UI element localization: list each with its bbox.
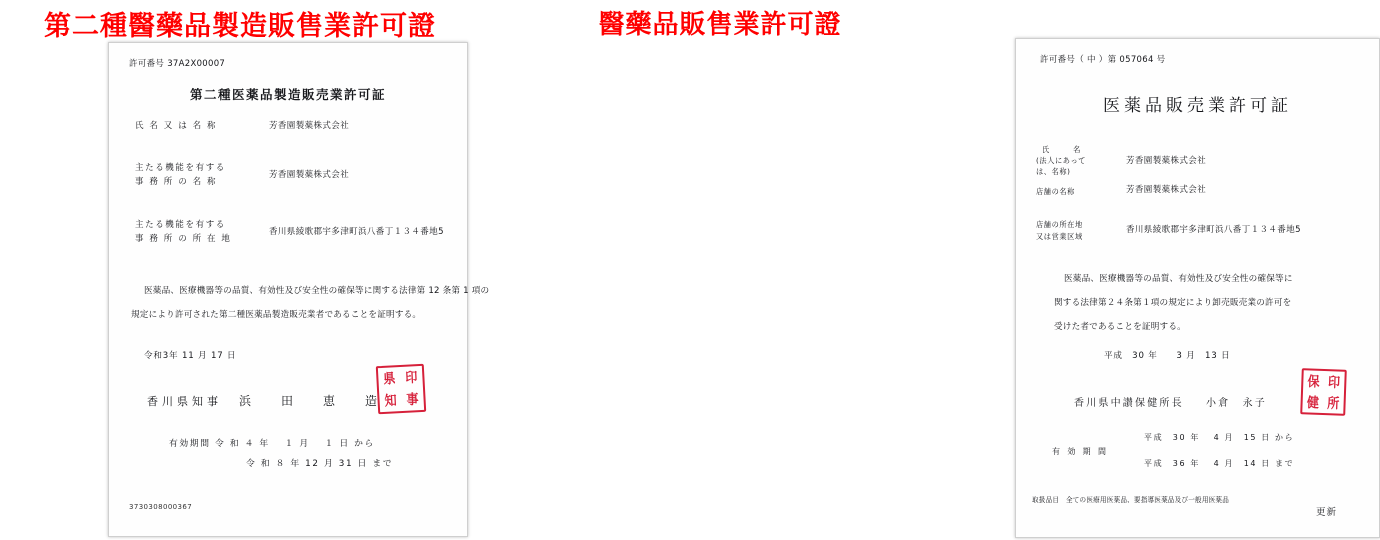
permit-number-left: 許可番号 37A2X00007 <box>129 59 226 69</box>
issuer-name-right: 小倉 永子 <box>1206 398 1267 409</box>
field-value-name-right: 芳香園製薬株式会社 <box>1126 156 1207 166</box>
right-panel <box>480 0 1341 540</box>
certificate-body-right <box>1016 39 1379 537</box>
field-label-store-address-right-line1: 店舗の所在地 <box>1036 220 1083 229</box>
field-label-office-name-left-line2: 事 務 所 の 名 称 <box>135 177 218 187</box>
field-value-office-address-left: 香川県綾歌郡宇多津町浜八番丁１３４番地5 <box>269 227 444 237</box>
seal-char-1-left: 県 <box>383 370 396 387</box>
seal-char-3-left: 知 <box>384 392 398 409</box>
certificate-body-line3-right: 受けた者であることを証明する。 <box>1054 322 1186 332</box>
field-label-office-address-left-line1: 主たる機能を有する <box>135 220 226 230</box>
valid-from-left: 有効期間 令 和 ４ 年 １ 月 １ 日 から <box>169 439 375 449</box>
field-label-store-name-right: 店舗の名称 <box>1036 187 1075 196</box>
field-value-store-address-right: 香川県綾歌郡宇多津町浜八番丁１３４番地5 <box>1126 225 1301 235</box>
issue-date-left: 令和3年 11 月 17 日 <box>144 351 237 361</box>
official-seal-left <box>376 364 426 414</box>
seal-char-2-left: 印 <box>404 369 418 386</box>
handled-items-note-right: 取扱品目 全ての医療用医薬品、要指導医薬品及び一般用医薬品 <box>1032 496 1230 504</box>
certificate-body-line1-left: 医薬品、医療機器等の品質、有効性及び安全性の確保等に関する法律第 12 条第 1 項の <box>144 286 490 296</box>
panel-divider <box>480 0 481 540</box>
pharmaceutical-sales-license-certificate <box>1015 38 1380 538</box>
field-value-office-name-left: 芳香園製薬株式会社 <box>269 170 350 180</box>
right-panel-heading: 醫藥品販售業許可證 <box>598 10 842 40</box>
seal-char-1-right: 保 <box>1307 372 1320 390</box>
manufacturing-sales-license-certificate <box>108 42 490 537</box>
valid-from-right: 平成 30 年 4 月 15 日 から <box>1144 433 1295 442</box>
certificate-body-line2-left: 規定により許可された第二種医薬品製造販売業者であることを証明する。 <box>131 310 422 320</box>
seal-char-3-right: 健 <box>1306 393 1320 411</box>
certificate-body-line2-right: 関する法律第２４条第１項の規定により卸売販売業の許可を <box>1054 298 1292 308</box>
issue-date-right: 平成 30 年 3 月 13 日 <box>1104 351 1231 361</box>
field-label-name-left: 氏 名 又 は 名 称 <box>135 121 218 131</box>
update-mark-right: 更新 <box>1316 507 1338 518</box>
field-label-name-right-line2: (法人にあって <box>1036 156 1087 165</box>
valid-period-label-right: 有 効 期 間 <box>1052 447 1109 456</box>
field-value-store-name-right: 芳香園製薬株式会社 <box>1126 185 1207 195</box>
field-label-name-right-line1: 氏 名 <box>1042 145 1081 154</box>
certificate-title-right: 医薬品販売業許可証 <box>1103 96 1292 116</box>
field-value-name-left: 芳香園製薬株式会社 <box>269 121 350 131</box>
valid-to-left: 令 和 ８ 年 12 月 31 日 まで <box>246 459 394 469</box>
valid-to-right: 平成 36 年 4 月 14 日 まで <box>1144 459 1295 468</box>
field-label-office-name-left-line1: 主たる機能を有する <box>135 163 226 173</box>
left-panel-heading: 第二種醫藥品製造販售業許可證 <box>44 11 436 42</box>
official-seal-right <box>1300 368 1347 416</box>
seal-char-2-right: 印 <box>1327 373 1341 391</box>
left-panel <box>0 0 490 540</box>
certificate-body-line1-right: 医薬品、医療機器等の品質、有効性及び安全性の確保等に <box>1064 274 1293 284</box>
issuer-title-right: 香川県中讃保健所長 <box>1074 398 1184 409</box>
field-label-office-address-left-line2: 事 務 所 の 所 在 地 <box>135 234 232 244</box>
permit-number-right: 許可番号（ 中 ）第 057064 号 <box>1040 55 1166 65</box>
seal-char-4-left: 事 <box>406 391 419 408</box>
certificate-body-left <box>109 43 490 536</box>
seal-char-4-right: 所 <box>1327 394 1340 412</box>
field-label-store-address-right-line2: 又は営業区域 <box>1036 232 1083 241</box>
certificate-title-left: 第二種医薬品製造販売業許可証 <box>189 87 386 102</box>
footer-number-left: 3730308000367 <box>129 503 193 511</box>
field-label-name-right-line3: は、名称) <box>1036 167 1071 176</box>
issuer-name-left: 浜 田 恵 造 <box>239 394 387 408</box>
issuer-title-left: 香川県知事 <box>147 395 222 408</box>
